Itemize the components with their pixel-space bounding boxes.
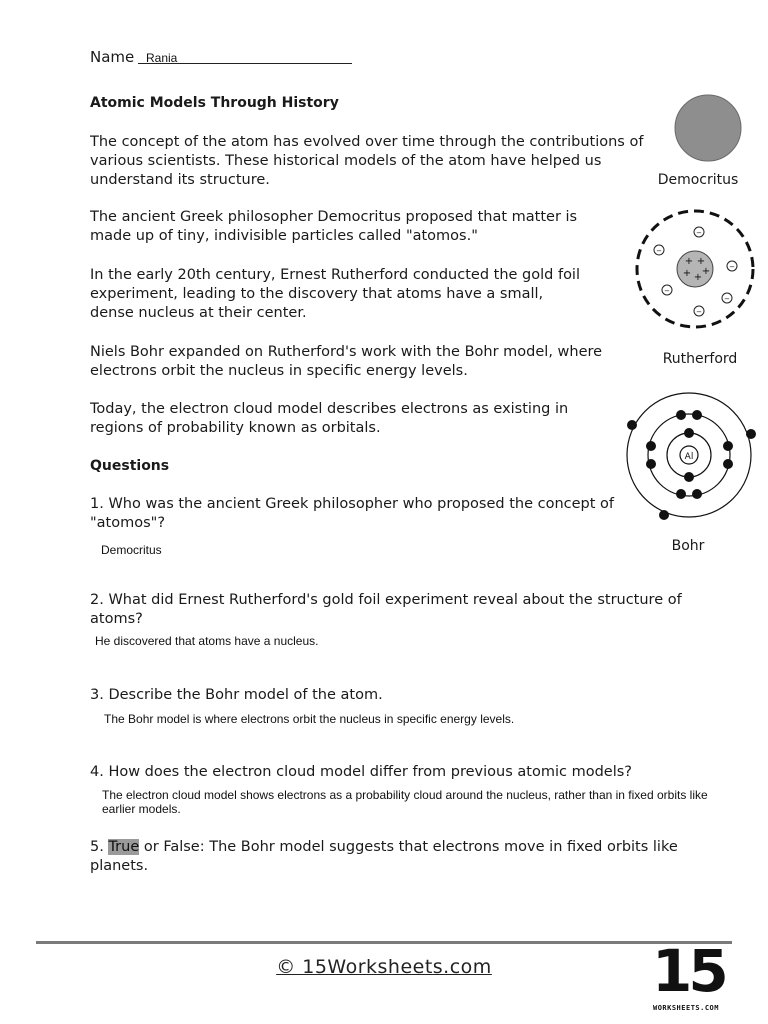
name-label: Name bbox=[90, 48, 135, 66]
bohr-model-figure bbox=[620, 390, 760, 522]
proton-plus: + bbox=[684, 256, 694, 267]
answer-5-highlight[interactable]: True bbox=[108, 839, 140, 855]
democritus-caption: Democritus bbox=[657, 172, 739, 188]
proton-plus: + bbox=[701, 266, 711, 277]
question-5-number: 5. bbox=[90, 839, 104, 855]
logo-number: 15 bbox=[652, 937, 725, 1005]
rutherford-caption: Rutherford bbox=[662, 351, 738, 367]
electron-minus: − bbox=[696, 308, 702, 316]
worksheets-logo bbox=[640, 938, 732, 1018]
logo-text: WORKSHEETS.COM bbox=[652, 1004, 719, 1012]
electron-minus: − bbox=[696, 229, 702, 237]
proton-plus: + bbox=[682, 268, 692, 279]
proton-plus: + bbox=[693, 272, 703, 283]
answer-1-field[interactable]: Democritus bbox=[101, 543, 162, 557]
question-1: 1. Who was the ancient Greek philosopher who proposed the concept of "atomos"? bbox=[90, 496, 615, 531]
questions-heading: Questions bbox=[90, 458, 170, 474]
bohr-nucleus-label: Al bbox=[684, 452, 694, 462]
rutherford-model-figure bbox=[632, 204, 758, 334]
electron-minus: − bbox=[664, 287, 670, 295]
intro-paragraph: The concept of the atom has evolved over time through the contributions of various scientists. These historical models of the atom have helped us understand its structure. bbox=[90, 134, 644, 188]
question-5 bbox=[90, 838, 680, 876]
question-5-text: or False: The Bohr model suggests that electrons move in fixed orbits like planets. bbox=[90, 839, 678, 874]
electron-minus: − bbox=[724, 295, 730, 303]
footer-copyright-link[interactable]: © 15Worksheets.com bbox=[276, 956, 492, 978]
question-4: 4. How does the electron cloud model differ from previous atomic models? bbox=[90, 764, 632, 780]
electron-minus: − bbox=[656, 247, 662, 255]
bohr-caption: Bohr bbox=[671, 538, 705, 554]
proton-plus: + bbox=[696, 256, 706, 267]
electron-minus: − bbox=[729, 263, 735, 271]
answer-4-field[interactable]: The electron cloud model shows electrons as a probability cloud around the nucleus, rather than in fixed orbits like earlier models. bbox=[102, 788, 708, 816]
answer-2-field[interactable]: He discovered that atoms have a nucleus. bbox=[95, 634, 319, 648]
footer-divider bbox=[36, 941, 732, 944]
democritus-model-figure bbox=[670, 92, 746, 168]
name-field[interactable]: Rania bbox=[146, 51, 178, 65]
question-2: 2. What did Ernest Rutherford's gold foil experiment reveal about the structure of atoms? bbox=[90, 592, 682, 627]
question-3: 3. Describe the Bohr model of the atom. bbox=[90, 687, 383, 703]
cloud-paragraph: Today, the electron cloud model describes electrons as existing in regions of probability known as orbitals. bbox=[90, 401, 569, 436]
bohr-paragraph: Niels Bohr expanded on Rutherford's work with the Bohr model, where electrons orbit the nucleus in specific energy levels. bbox=[90, 344, 603, 379]
rutherford-paragraph: In the early 20th century, Ernest Rutherford conducted the gold foil experiment, leading to the discovery that atoms have a small, dense nucleus at their center. bbox=[90, 267, 580, 321]
answer-3-field[interactable]: The Bohr model is where electrons orbit the nucleus in specific energy levels. bbox=[104, 712, 515, 726]
democritus-paragraph: The ancient Greek philosopher Democritus proposed that matter is made up of tiny, indivisible particles called "atomos." bbox=[90, 209, 578, 244]
worksheet-title: Atomic Models Through History bbox=[90, 95, 339, 111]
